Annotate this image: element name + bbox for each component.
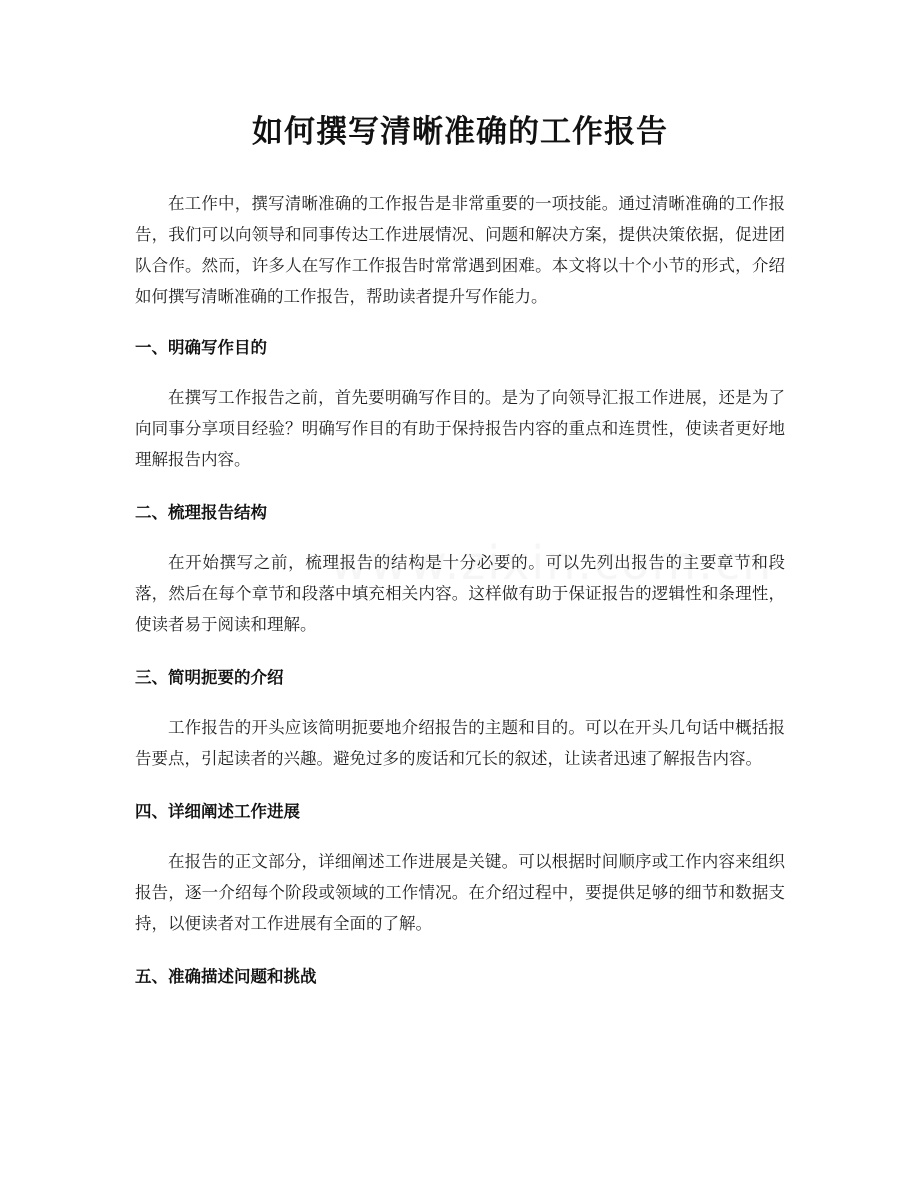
section-heading-5: 五、准确描述问题和挑战	[135, 967, 317, 986]
section-heading-1: 一、明确写作目的	[135, 338, 267, 357]
section-heading-2: 二、梳理报告结构	[135, 503, 267, 522]
section-heading-3: 三、简明扼要的介绍	[135, 668, 284, 687]
document-title: 如何撰写清晰准确的工作报告	[252, 114, 668, 150]
section-body-3: 工作报告的开头应该简明扼要地介绍报告的主题和目的。可以在开头几句话中概括报告要点，引起读者的兴趣。避免过多的废话和冗长的叙述，让读者迅速了解报告内容。	[135, 718, 785, 768]
section-body-1: 在撰写工作报告之前，首先要明确写作目的。是为了向领导汇报工作进展，还是为了向同事分享项目经验？明确写作目的有助于保持报告内容的重点和连贯性，使读者更好地理解报告内容。	[135, 388, 785, 469]
section-heading-4: 四、详细阐述工作进展	[135, 802, 300, 821]
section-body-2: 在开始撰写之前，梳理报告的结构是十分必要的。可以先列出报告的主要章节和段落，然后在每个章节和段落中填充相关内容。这样做有助于保证报告的逻辑性和条理性，使读者易于阅读和理解。	[135, 553, 785, 634]
section-body-4: 在报告的正文部分，详细阐述工作进展是关键。可以根据时间顺序或工作内容来组织报告，逐一介绍每个阶段或领域的工作情况。在介绍过程中，要提供足够的细节和数据支持，以便读者对工作进展有全面的了解。	[135, 852, 785, 933]
intro-paragraph: 在工作中，撰写清晰准确的工作报告是非常重要的一项技能。通过清晰准确的工作报告，我们可以向领导和同事传达工作进展情况、问题和解决方案，提供决策依据，促进团队合作。然而，许多人在写作工作报告时常常遇到困难。本文将以十个小节的形式，介绍如何撰写清晰准确的工作报告，帮助读者提升写作能力。	[135, 194, 785, 306]
